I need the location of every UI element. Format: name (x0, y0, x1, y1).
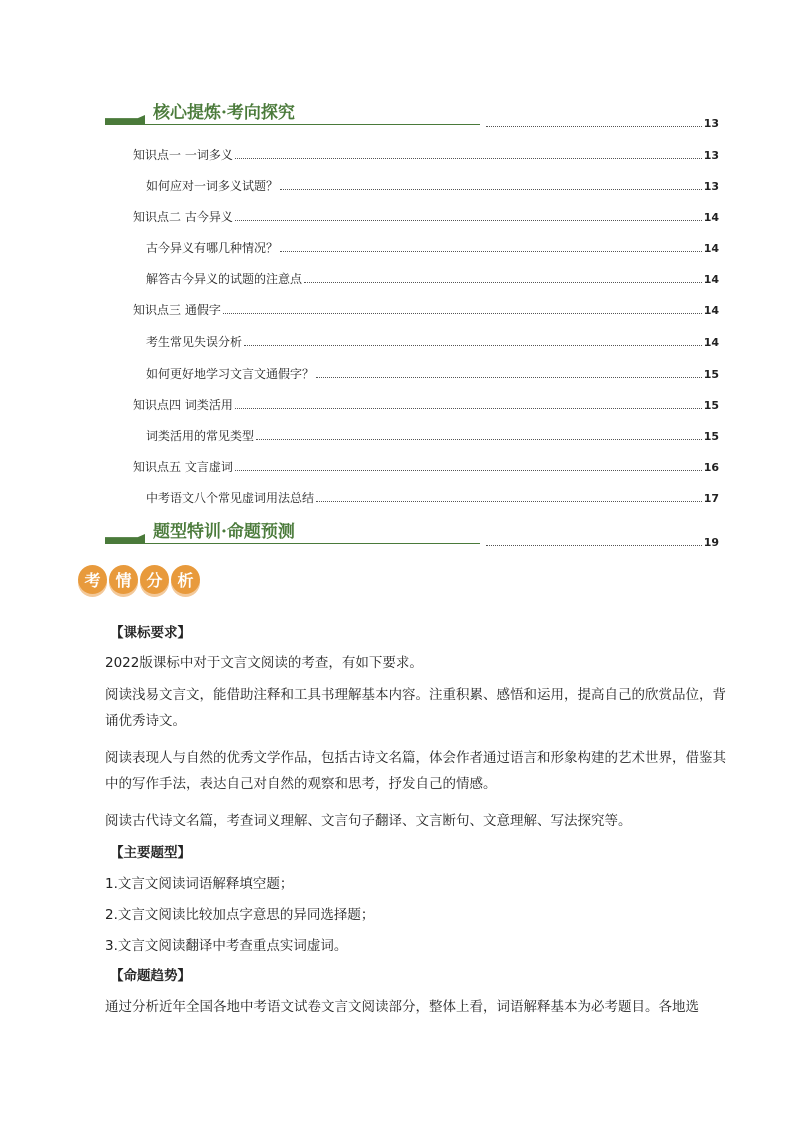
section-bar-icon (105, 115, 145, 124)
toc-page-number: 14 (703, 211, 719, 224)
toc-page-number: 19 (703, 536, 719, 549)
toc-subitem[interactable] (146, 489, 719, 505)
toc-item-label: 知识点二 古今异义 (133, 210, 233, 224)
dot-leader (486, 545, 702, 546)
toc-subitem[interactable] (146, 365, 719, 381)
dot-leader (235, 470, 702, 471)
toc-section-heading[interactable] (105, 100, 480, 125)
toc-page-number: 15 (703, 368, 719, 381)
dot-leader (244, 345, 702, 346)
badge-char: 析 (171, 565, 200, 594)
dot-leader (235, 220, 702, 221)
toc-item-label: 古今异义有哪几种情况？ (146, 241, 279, 255)
exam-analysis-badge (78, 565, 200, 594)
badge-char: 情 (109, 565, 138, 594)
toc-page-number: 15 (703, 399, 719, 412)
toc-subitem[interactable] (146, 239, 719, 255)
toc-item-label: 考生常见失误分析 (146, 335, 243, 349)
toc-section-leader[interactable] (484, 536, 719, 549)
dot-leader (235, 158, 702, 159)
toc-section-title: 核心提炼·考向探究 (153, 103, 295, 123)
toc-subitem[interactable] (146, 427, 719, 443)
dot-leader (486, 126, 702, 127)
paragraph: 阅读浅易文言文，能借助注释和工具书理解基本内容。注重积累、感悟和运用，提高自己的欣赏品位，背诵优秀诗文。 (105, 687, 726, 729)
toc-page-number: 13 (703, 117, 719, 130)
toc-item[interactable] (133, 396, 719, 412)
toc-item-label: 如何应对一词多义试题？ (146, 179, 279, 193)
paragraph: 通过分析近年全国各地中考语文试卷文言文阅读部分，整体上看，词语解释基本为必考题目。各地选 (105, 999, 699, 1015)
list-item: 2.文言文阅读比较加点字意思的异同选择题； (105, 907, 375, 923)
heading-exam-trend: 【命题趋势】 (110, 968, 191, 984)
toc-item[interactable] (133, 458, 719, 474)
toc-item-label: 解答古今异义的试题的注意点 (146, 272, 303, 286)
badge-char: 分 (140, 565, 169, 594)
toc-item-label: 知识点三 通假字 (133, 303, 221, 317)
toc-subitem[interactable] (146, 270, 719, 286)
toc-item-label: 知识点五 文言虚词 (133, 460, 233, 474)
toc-item-label: 中考语文八个常见虚词用法总结 (146, 491, 315, 505)
toc-page-number: 17 (703, 492, 719, 505)
list-item: 3.文言文阅读翻译中考查重点实词虚词。 (105, 938, 348, 954)
toc-item[interactable] (133, 146, 719, 162)
toc-page-number: 16 (703, 461, 719, 474)
toc-subitem[interactable] (146, 333, 719, 349)
toc-section-title: 题型特训·命题预测 (153, 522, 295, 542)
toc-section-leader[interactable] (484, 117, 719, 130)
dot-leader (256, 439, 702, 440)
dot-leader (316, 501, 702, 502)
paragraph: 2022版课标中对于文言文阅读的考查，有如下要求。 (105, 655, 423, 671)
toc-item-label: 知识点四 词类活用 (133, 398, 233, 412)
toc-page-number: 13 (703, 180, 719, 193)
toc-page-number: 14 (703, 242, 719, 255)
badge-char: 考 (78, 565, 107, 594)
toc-item-label: 知识点一 一词多义 (133, 148, 233, 162)
dot-leader (316, 377, 702, 378)
toc-page-number: 13 (703, 149, 719, 162)
paragraph: 阅读表现人与自然的优秀文学作品，包括古诗文名篇，体会作者通过语言和形象构建的艺术世界，借鉴其中的写作手法，表达自己对自然的观察和思考，抒发自己的情感。 (105, 750, 726, 792)
dot-leader (280, 189, 702, 190)
toc-page-number: 14 (703, 273, 719, 286)
toc-page-number: 15 (703, 430, 719, 443)
toc-item-label: 词类活用的常见类型 (146, 429, 255, 443)
toc-page-number: 14 (703, 336, 719, 349)
dot-leader (304, 282, 702, 283)
heading-main-question-types: 【主要题型】 (110, 845, 191, 861)
dot-leader (235, 408, 702, 409)
toc-item[interactable] (133, 208, 719, 224)
section-bar-icon (105, 534, 145, 543)
dot-leader (280, 251, 702, 252)
dot-leader (223, 313, 702, 314)
toc-subitem[interactable] (146, 177, 719, 193)
toc-page-number: 14 (703, 304, 719, 317)
heading-curriculum-requirements: 【课标要求】 (110, 625, 191, 641)
toc-item-label: 如何更好地学习文言文通假字？ (146, 367, 315, 381)
list-item: 1.文言文阅读词语解释填空题； (105, 876, 294, 892)
toc-item[interactable] (133, 301, 719, 317)
paragraph: 阅读古代诗文名篇，考查词义理解、文言句子翻译、文言断句、文意理解、写法探究等。 (105, 813, 632, 829)
toc-section-heading[interactable] (105, 519, 480, 544)
